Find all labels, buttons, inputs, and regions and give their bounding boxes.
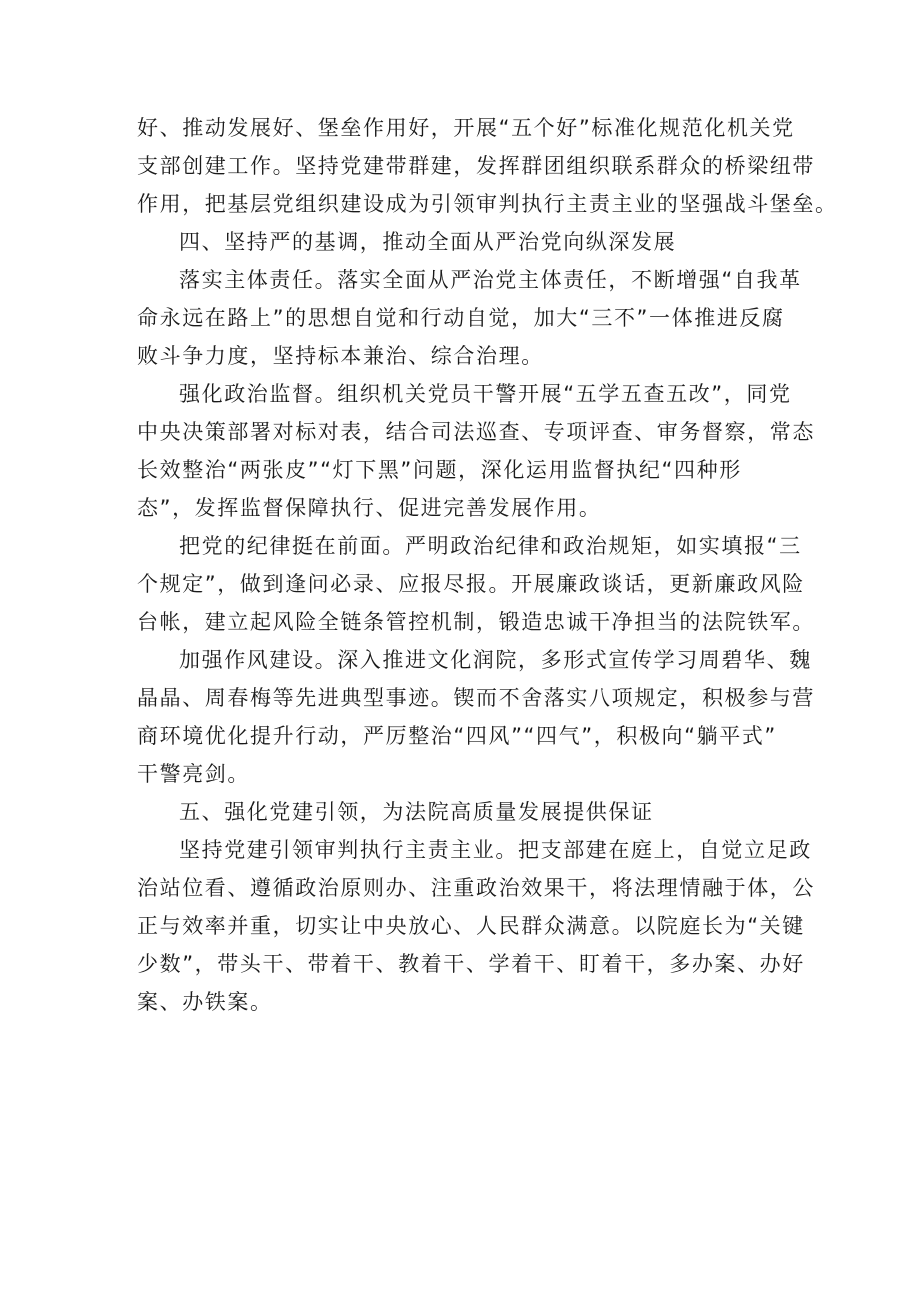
text-line: 商环境优化提升行动，严厉整治“四风”“四气”，积极向“躺平式” [137,724,777,748]
text-line: 支部创建工作。坚持党建带群建，发挥群团组织联系群众的桥梁纽带 [137,154,815,178]
text-line: 案、办铁案。 [137,990,273,1014]
text-line: 个规定”，做到逢问必录、应报尽报。开展廉政谈话，更新廉政风险 [137,572,805,596]
text-line: 治站位看、遵循政治原则办、注重政治效果干，将法理情融于体，公 [137,876,815,900]
text-line: 把党的纪律挺在前面。严明政治纪律和政治规矩，如实填报“三 [179,534,802,558]
text-line: 干警亮剑。 [137,762,250,786]
text-line: 落实主体责任。落实全面从严治党主体责任，不断增强“自我革 [179,268,802,292]
text-line: 五、强化党建引领，为法院高质量发展提供保证 [179,800,654,824]
text-line: 态”，发挥监督保障执行、促进完善发展作用。 [137,496,602,520]
paragraph [137,375,815,527]
text-line: 台帐，建立起风险全链条管控机制，锻造忠诚干净担当的法院铁军。 [137,610,815,634]
text-line: 晶晶、周春梅等先进典型事迹。锲而不舍落实八项规定，积极参与营 [137,686,815,710]
paragraph-continuation [137,109,838,223]
paragraph [137,527,815,641]
text-line: 少数”，带头干、带着干、教着干、学着干、盯着干，多办案、办好 [137,952,805,976]
section-heading [137,793,802,831]
text-line: 命永远在路上”的思想自觉和行动自觉，加大“三不”一体推进反腐 [137,306,785,330]
paragraph [137,641,815,793]
paragraph [137,831,815,1021]
text-line: 长效整治“两张皮”“灯下黑”问题，深化运用监督执纪“四种形 [137,458,742,482]
paragraph [137,261,802,375]
text-line: 四、坚持严的基调，推动全面从严治党向纵深发展 [179,230,677,254]
text-line: 作用，把基层党组织建设成为引领审判执行主责主业的坚强战斗堡垒。 [137,192,838,216]
text-line: 坚持党建引领审判执行主责主业。把支部建在庭上，自觉立足政 [179,838,812,862]
text-line: 好、推动发展好、堡垒作用好，开展“五个好”标准化规范化机关党 [137,116,795,140]
document-body [137,109,838,1021]
text-line: 中央决策部署对标对表，结合司法巡查、专项评查、审务督察，常态 [137,420,815,444]
text-line: 正与效率并重，切实让中央放心、人民群众满意。以院庭长为“关键 [137,914,805,938]
text-line: 强化政治监督。组织机关党员干警开展“五学五查五改”，同党 [179,382,792,406]
text-line: 败斗争力度，坚持标本兼治、综合治理。 [137,344,544,368]
text-line: 加强作风建设。深入推进文化润院，多形式宣传学习周碧华、魏 [179,648,812,672]
section-heading [137,223,802,261]
